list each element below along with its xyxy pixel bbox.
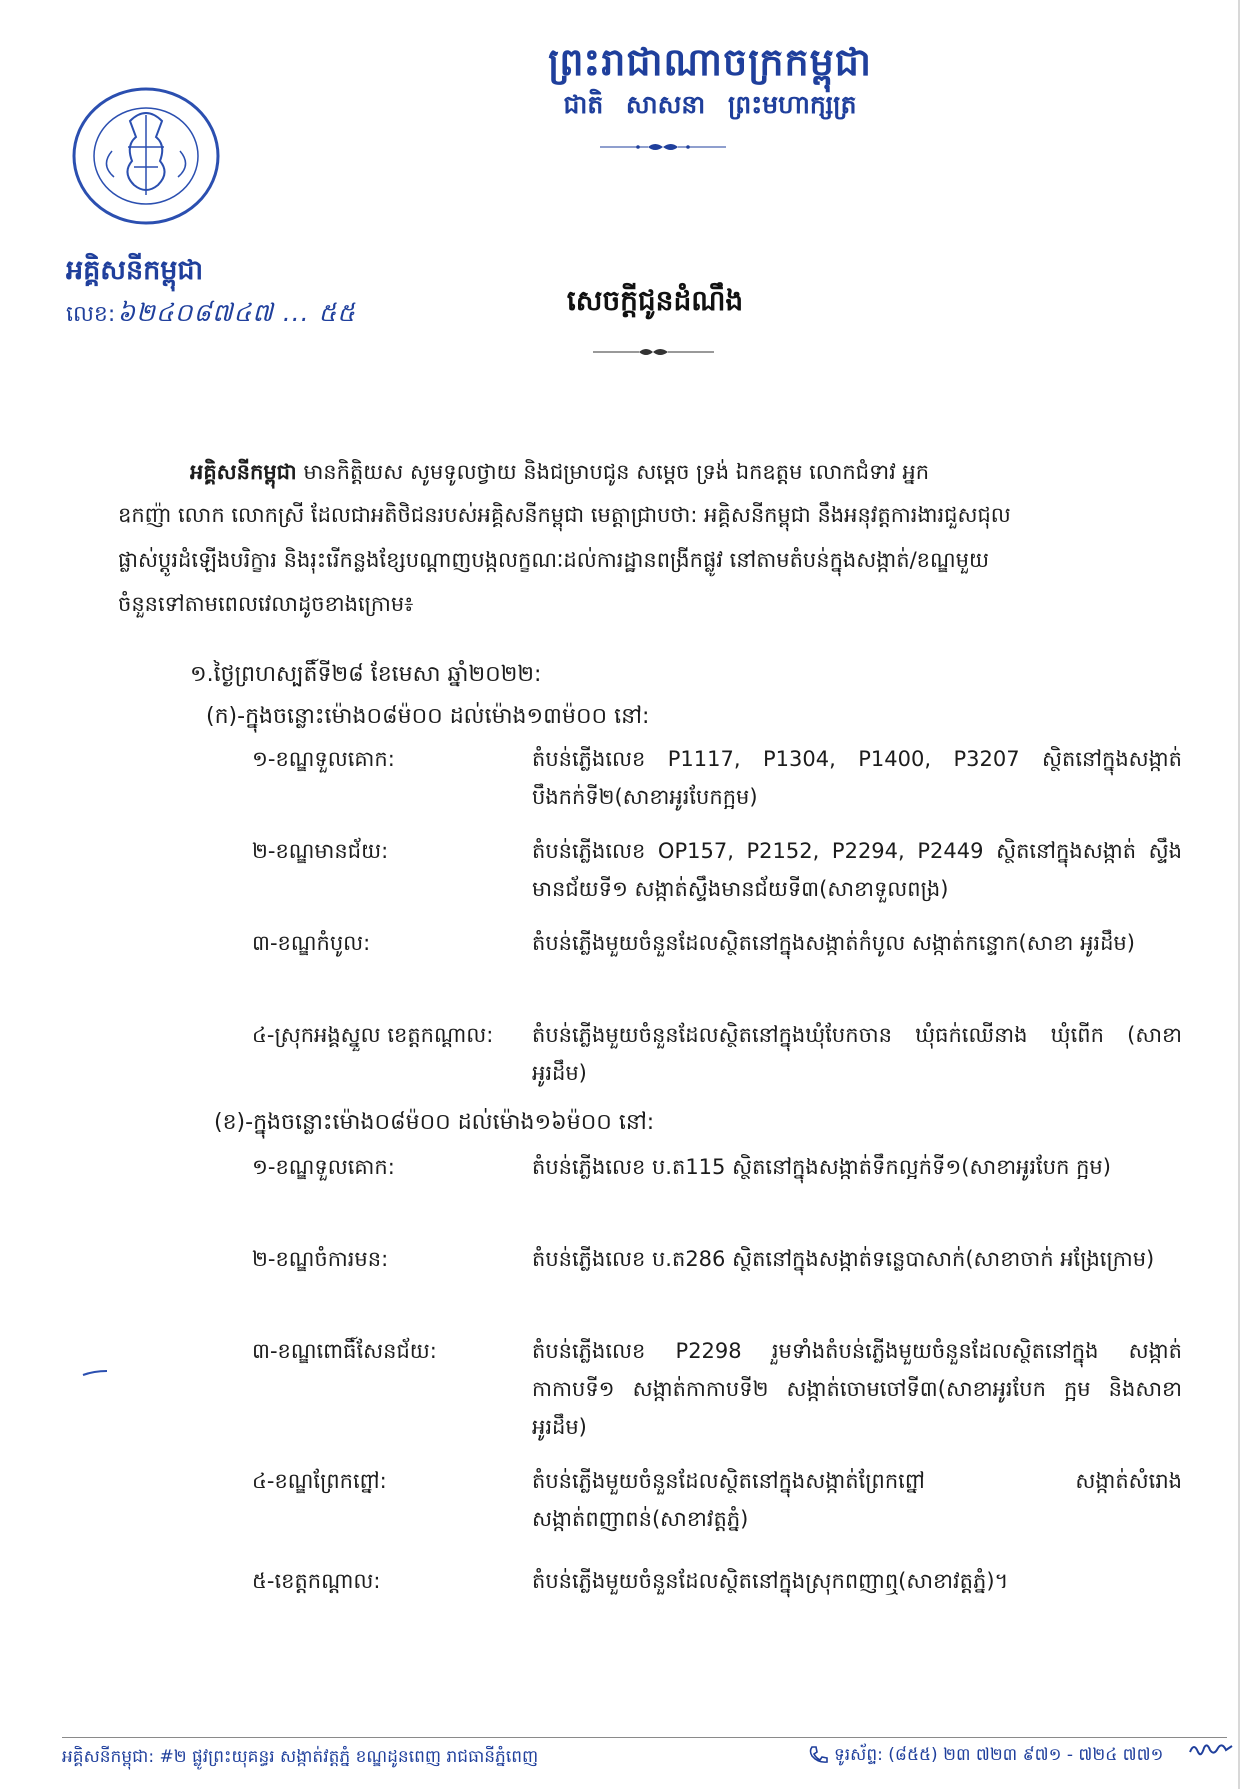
intro-lead: អគ្គិសនីកម្ពុជា [190, 460, 297, 484]
area-label: ៤-ខណ្ឌព្រែកព្នៅ: [252, 1469, 387, 1493]
page-edge [1238, 0, 1240, 1789]
section-b-heading: (ខ)-ក្នុងចន្លោះម៉ោង០៨ម៉០០ ដល់ម៉ោង១៦ម៉០០ នៅ: [214, 1110, 655, 1135]
phone-icon [808, 1745, 830, 1765]
area-description: តំបន់ភ្លើងលេខ OP157, P2152, P2294, P2449 ស្ថិតនៅក្នុងសង្កាត់ ស្ទឹងមានជ័យទី១ សង្កាត់ស្ទឹងមានជ័យទី៣(សាខាទួលពង្រ) [532, 839, 1182, 901]
area-label: ១-ខណ្ឌទួលគោក: [252, 1155, 395, 1179]
pen-mark [82, 1370, 108, 1376]
area-description: តំបន់ភ្លើងមួយចំនួនដែលស្ថិតនៅក្នុងសង្កាត់ព្រែកព្នៅ សង្កាត់សំរោង សង្កាត់ពញាពន់(សាខាវត្តភ្នំ) [532, 1469, 1182, 1531]
footer-phone [808, 1744, 1163, 1769]
reference-label: លេខ: [66, 302, 116, 327]
area-description: តំបន់ភ្លើងលេខ P1117, P1304, P1400, P3207 ស្ថិតនៅក្នុងសង្កាត់ បឹងកក់ទី២(សាខាអូរបែកក្អម) [532, 747, 1182, 809]
intro-line-2: ឧកញ៉ា លោក លោកស្រី ដែលជាអតិថិជនរបស់អគ្គិសនីកម្ពុជា មេត្តាជ្រាបថា: អគ្គិសនីកម្ពុជា នឹងអនុវត្តការងារជួសជុល [118, 503, 1011, 527]
section-a-heading: (ក)-ក្នុងចន្លោះម៉ោង០៨ម៉០០ ដល់ម៉ោង១៣ម៉០០ នៅ: [206, 704, 650, 729]
area-description: តំបន់ភ្លើងមួយចំនួនដែលស្ថិតនៅក្នុងស្រុកពញាឮ(សាខាវត្តភ្នំ)។ [532, 1569, 1009, 1593]
area-label: ៣-ខណ្ឌកំបូល: [252, 931, 371, 955]
area-label: ៥-ខេត្តកណ្តាល: [252, 1569, 381, 1593]
area-description: តំបន់ភ្លើងលេខ P2298 រួមទាំងតំបន់ភ្លើងមួយចំនួនដែលស្ថិតនៅក្នុង សង្កាត់កាកាបទី១ សង្កាត់កាកាបទី២ សង្កាត់ចោមចៅទី៣(សាខាអូរបែក ក្អម និងសាខាអូរដឹម) [532, 1339, 1182, 1439]
area-label: ១-ខណ្ឌទួលគោក: [252, 747, 395, 771]
reference-number [66, 298, 356, 334]
schedule-date: ១.ថ្ងៃព្រហស្បតិ៍ទី២៨ ខែមេសា ឆ្នាំ២០២២: [190, 662, 542, 687]
ornament-divider-top [598, 140, 728, 154]
intro-text-1: មានកិត្តិយស សូមទូលថ្វាយ និងជម្រាបជូន សម្តេច ទ្រង់ ឯកឧត្តម លោកជំទាវ អ្នក [296, 460, 930, 484]
notice-title: សេចក្តីជូនដំណឹង [566, 284, 744, 317]
phone-number: ទូរស័ព្ទ: (៨៥៥) ២៣ ៧២៣ ៩៧១ - ៧២៤ ៧៧១ [834, 1745, 1164, 1765]
area-description: តំបន់ភ្លើងលេខ ប.ត115 ស្ថិតនៅក្នុងសង្កាត់ទឹកល្អក់ទី១(សាខាអូរបែក ក្អម) [532, 1155, 1111, 1179]
footer-divider [62, 1737, 1227, 1738]
intro-line-4: ចំនួនទៅតាមពេលវេលាដូចខាងក្រោម៖ [118, 592, 414, 616]
area-label: ២-ខណ្ឌមានជ័យ: [252, 839, 389, 863]
area-label: ២-ខណ្ឌចំការមន: [252, 1247, 389, 1271]
footer-address: អគ្គិសនីកម្ពុជា: #២ ផ្លូវព្រះយុគន្ធរ សង្កាត់វត្តភ្នំ ខណ្ឌដូនពេញ រាជធានីភ្នំពេញ [62, 1747, 539, 1767]
area-label: ៤-ស្រុកអង្គស្នួល ខេត្តកណ្តាល: [252, 1023, 494, 1047]
area-description: តំបន់ភ្លើងលេខ ប.ត286 ស្ថិតនៅក្នុងសង្កាត់ទន្លេបាសាក់(សាខាចាក់ អង្រែក្រោម) [532, 1247, 1155, 1271]
area-description: តំបន់ភ្លើងមួយចំនួនដែលស្ថិតនៅក្នុងឃុំបែកចាន ឃុំធក់ឈើនាង ឃុំពើក (សាខាអូរដឹម) [532, 1023, 1182, 1085]
organization-name: អគ្គិសនីកម្ពុជា [66, 255, 204, 286]
ornament-divider-title [591, 345, 716, 359]
company-seal-logo [70, 85, 222, 227]
area-description: តំបន់ភ្លើងមួយចំនួនដែលស្ថិតនៅក្នុងសង្កាត់កំបូល សង្កាត់កន្ទោក(សាខា អូរដឹម) [532, 931, 1135, 955]
national-motto: ជាតិ សាសនា ព្រះមហាក្សត្រ [563, 90, 857, 119]
kingdom-title: ព្រះរាជាណាចក្រកម្ពុជា [548, 40, 872, 84]
reference-value: ៦២៤០៨៧៤៧ ... ៥៥ [117, 298, 356, 327]
area-label: ៣-ខណ្ឌពោធិ៍សែនជ័យ: [252, 1339, 437, 1363]
intro-line-3: ផ្លាស់ប្តូរដំឡើងបរិក្ខារ និងរុះរើកន្លងខ្សែបណ្តាញបង្កលក្ខណៈដល់ការដ្ឋានពង្រីកផ្លូវ នៅតាមតំបន់ក្នុងសង្កាត់/ខណ្ឌមួយ [118, 548, 989, 572]
handwritten-initials [1188, 1738, 1234, 1760]
intro-line-1 [190, 454, 929, 490]
